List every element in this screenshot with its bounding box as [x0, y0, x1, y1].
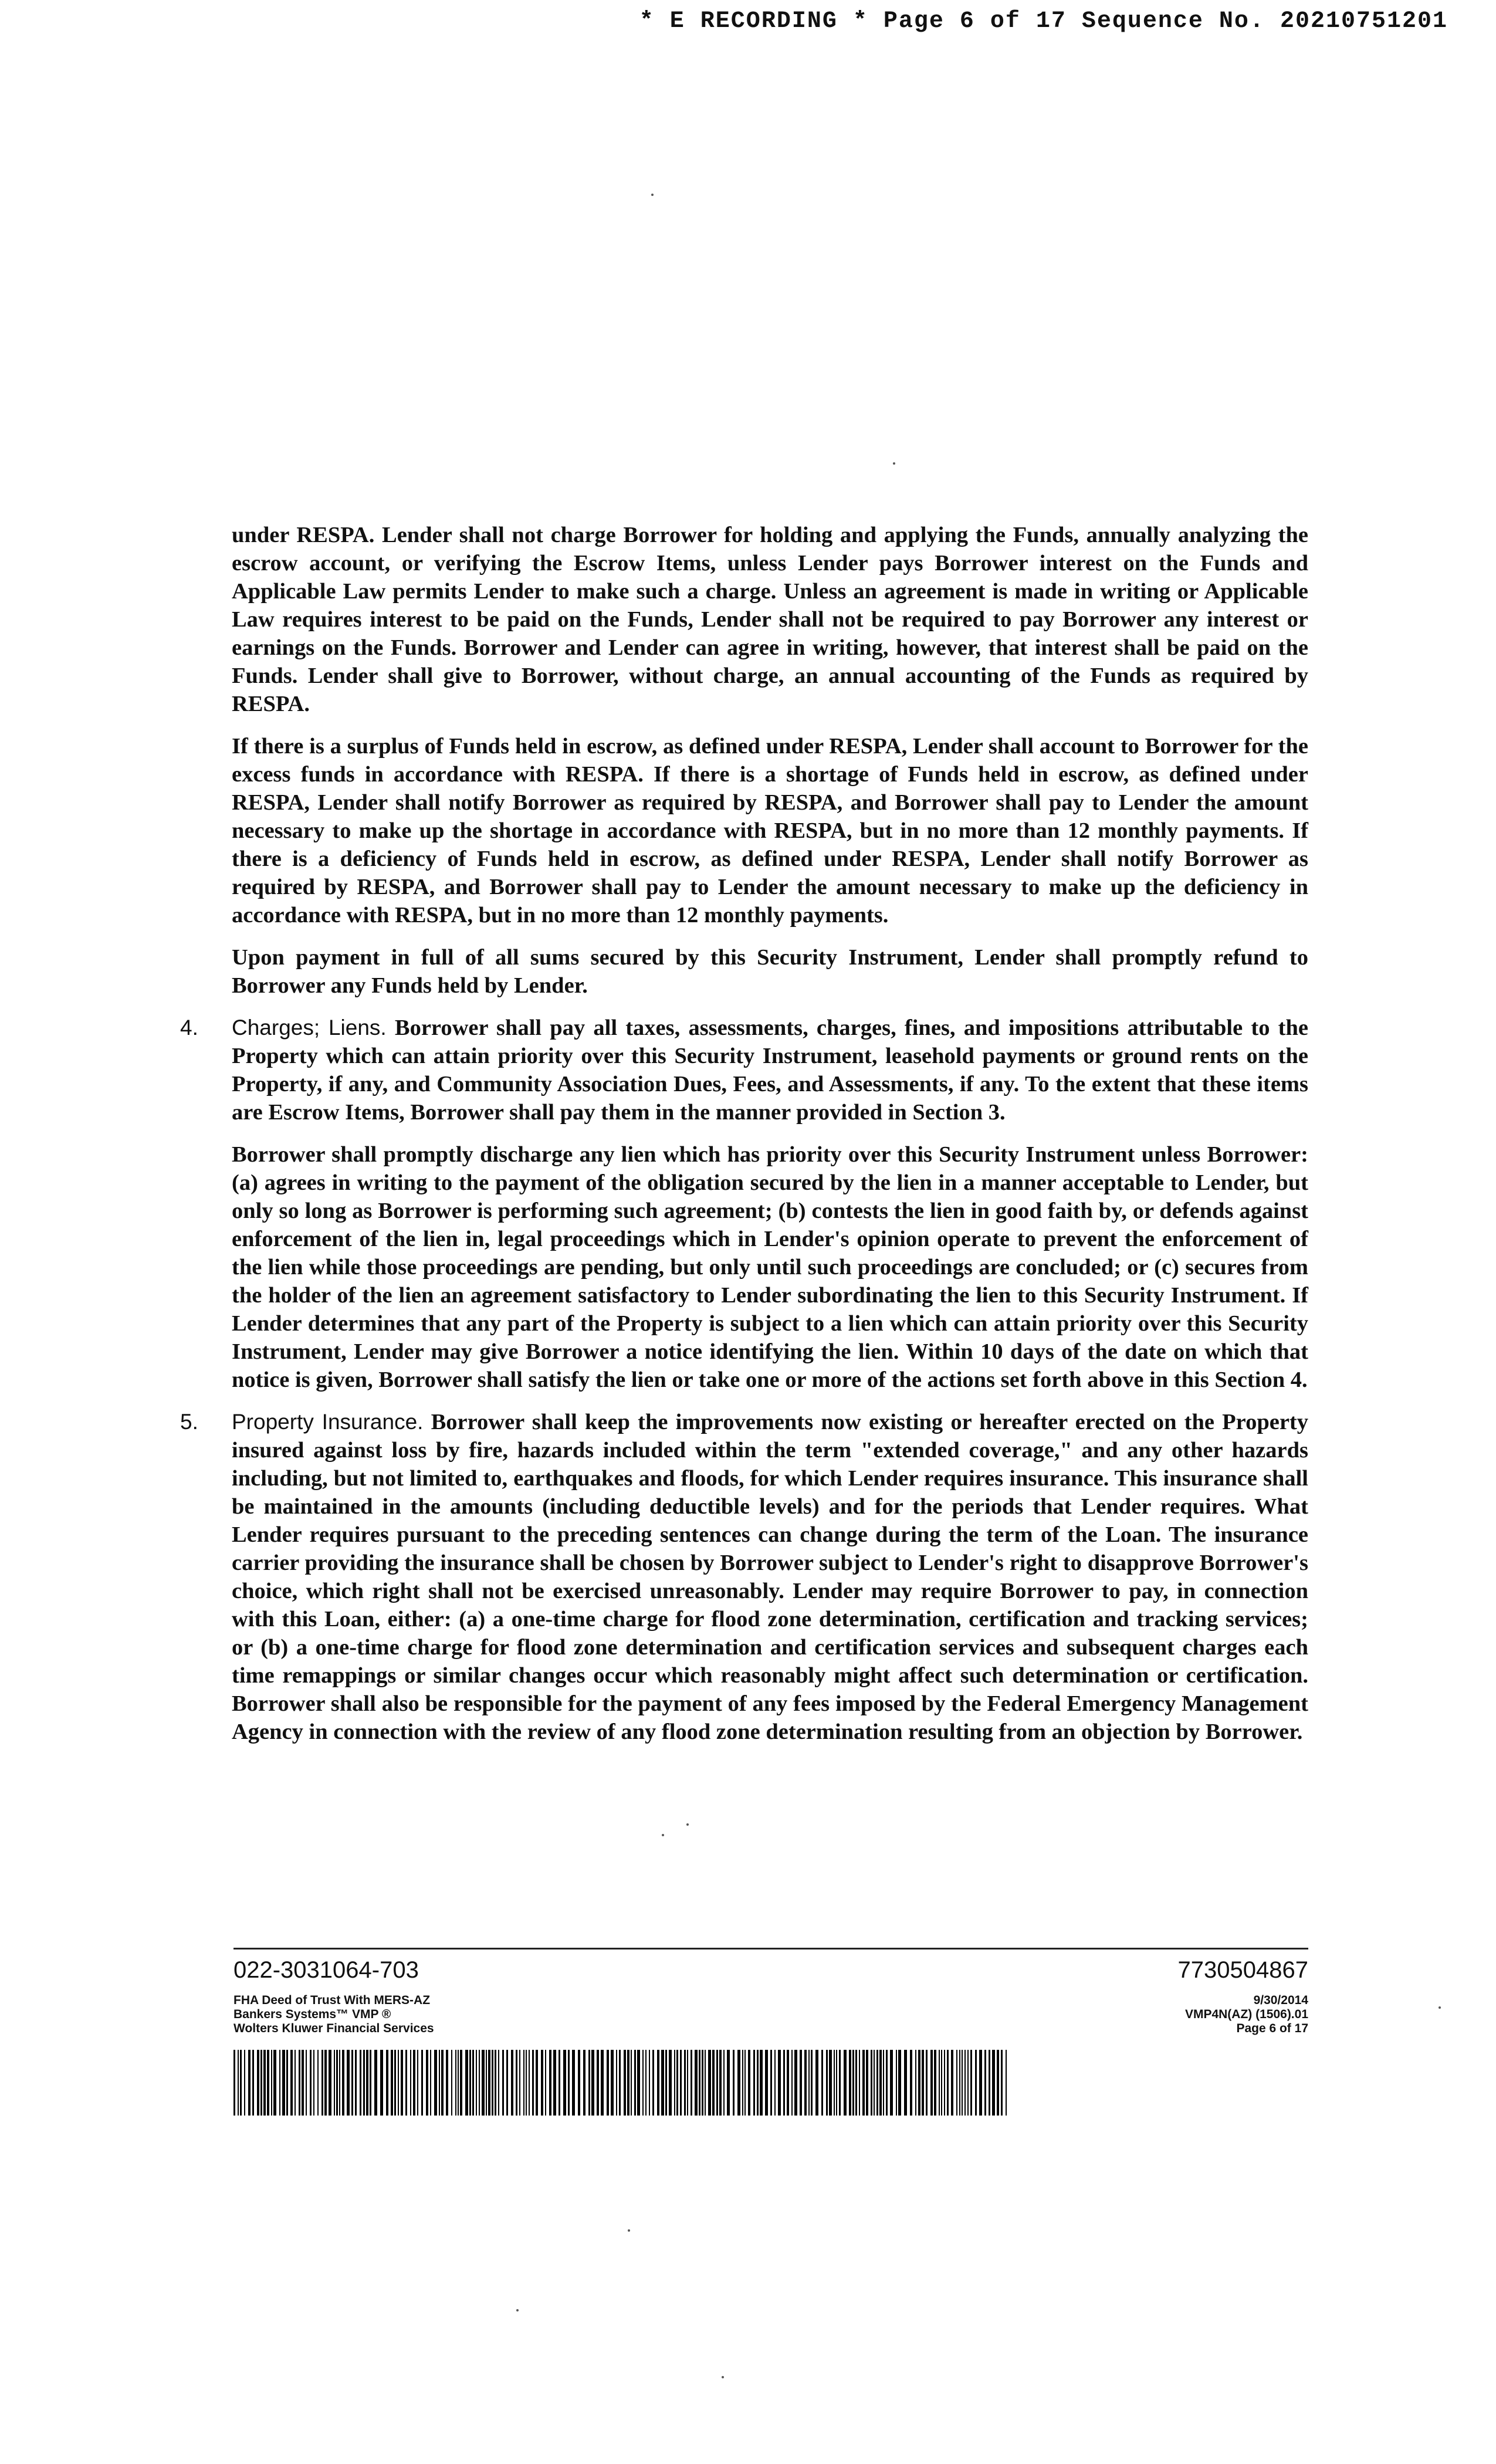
barcode-bar	[765, 2050, 768, 2116]
barcode-bar	[469, 2050, 471, 2116]
barcode-bar	[302, 2050, 304, 2116]
barcode-bar	[947, 2050, 949, 2116]
barcode-bar	[536, 2050, 538, 2116]
barcode-bar	[434, 2050, 437, 2116]
barcode-bar	[886, 2050, 888, 2116]
company-name: Wolters Kluwer Financial Services	[233, 2022, 434, 2035]
barcode-bar	[391, 2050, 393, 2116]
section-number: 4.	[180, 1016, 198, 1040]
barcode-bar	[979, 2050, 982, 2116]
barcode-bar	[826, 2050, 828, 2116]
barcode-bar	[687, 2050, 688, 2116]
barcode-bar	[649, 2050, 650, 2116]
barcode-bar	[967, 2050, 969, 2116]
barcode-bar	[876, 2050, 878, 2116]
barcode-bar	[458, 2050, 459, 2116]
barcode-bar	[290, 2050, 293, 2116]
barcode-bar	[401, 2050, 403, 2116]
publisher-line: Bankers Systems™ VMP ®	[233, 2008, 391, 2021]
barcode-bar	[563, 2050, 566, 2116]
barcode-bar	[874, 2050, 875, 2116]
section-4-paragraph	[232, 1014, 1308, 1126]
barcode-bar	[760, 2050, 763, 2116]
barcode-bar	[984, 2050, 986, 2116]
footer-divider	[233, 1948, 1308, 1949]
barcode-bar	[661, 2050, 664, 2116]
barcode-bar	[708, 2050, 711, 2116]
barcode-bar	[441, 2050, 444, 2116]
barcode-bar	[541, 2050, 543, 2116]
barcode-bar	[482, 2050, 485, 2116]
barcode-bar	[446, 2050, 448, 2116]
scan-speck	[893, 462, 895, 465]
barcode-bar	[859, 2050, 860, 2116]
barcode-bar	[680, 2050, 682, 2116]
barcode-bar	[674, 2050, 675, 2116]
barcode-bar	[748, 2050, 750, 2116]
scan-speck	[628, 2229, 630, 2232]
barcode-bar	[770, 2050, 772, 2116]
document-body	[180, 521, 1308, 1760]
barcode-bar	[821, 2050, 823, 2116]
barcode-bar	[922, 2050, 924, 2116]
barcode-bar	[737, 2050, 740, 2116]
barcode-bar	[849, 2050, 851, 2116]
barcode-bar	[439, 2050, 440, 2116]
barcode-bar	[815, 2050, 818, 2116]
barcode-bar	[306, 2050, 307, 2116]
section-5-paragraph	[232, 1408, 1308, 1746]
body-paragraph: under RESPA. Lender shall not charge Borrower for holding and applying the Funds, annually analyzing the escrow account, or verifying the Escrow Items, unless Lender pays Borrower interest on the Funds and Applicable Law permits Lender to make such a charge. Unless an agreement is made in writing or Applicable Law requires interest to be paid on the Funds, Lender shall not be required to pay Borrower any interest or earnings on the Funds. Borrower and Lender can agree in writing, however, that interest shall be paid on the Funds. Lender shall give to Borrower, without charge, an annual accounting of the Funds as required by RESPA.	[232, 523, 1308, 716]
barcode-bar	[321, 2050, 323, 2116]
barcode-bar	[631, 2050, 632, 2116]
barcode-bar	[642, 2050, 644, 2116]
barcode-bar	[791, 2050, 793, 2116]
barcode-bar	[783, 2050, 785, 2116]
barcode-bar	[742, 2050, 743, 2116]
barcode-bar	[834, 2050, 835, 2116]
section-text: Borrower shall pay all taxes, assessments, charges, fines, and impositions attributable to the Property which can attain priority over this Security Instrument, leasehold payments or ground rents on the Property, if any, and Community Association Dues, Fees, and Assessments, if any. To the extent that these items are Escrow Items, Borrower shall pay them in the manner provided in Section 3.	[232, 1016, 1308, 1125]
barcode-bar	[380, 2050, 383, 2116]
barcode-bar	[529, 2050, 530, 2116]
barcode-bar	[723, 2050, 725, 2116]
barcode-bar	[930, 2050, 933, 2116]
barcode-bar	[244, 2050, 245, 2116]
scan-speck	[516, 2309, 519, 2311]
barcode-bar	[970, 2050, 972, 2116]
barcode-bar	[342, 2050, 344, 2116]
barcode-bar	[549, 2050, 551, 2116]
barcode-bar	[334, 2050, 335, 2116]
barcode-bar	[716, 2050, 718, 2116]
barcode-bar	[386, 2050, 388, 2116]
barcode-bar	[634, 2050, 636, 2116]
barcode-bar	[939, 2050, 940, 2116]
barcode-bar	[676, 2050, 678, 2116]
recording-header: * E RECORDING * Page 6 of 17 Sequence No. 20210751201	[639, 8, 1448, 35]
scan-speck	[686, 1823, 689, 1826]
barcode-bar	[962, 2050, 963, 2116]
barcode-bar	[282, 2050, 285, 2116]
barcode-bar	[712, 2050, 715, 2116]
barcode-bar	[252, 2050, 254, 2116]
barcode-bar	[898, 2050, 901, 2116]
scan-speck	[662, 1834, 664, 1836]
barcode-bar	[804, 2050, 807, 2116]
barcode-bar	[583, 2050, 585, 2116]
barcode-bar	[394, 2050, 396, 2116]
barcode-bar	[890, 2050, 893, 2116]
barcode	[233, 2050, 1014, 2116]
form-code: VMP4N(AZ) (1506).01	[1184, 2008, 1308, 2021]
barcode-bar	[532, 2050, 534, 2116]
barcode-bar	[808, 2050, 810, 2116]
barcode-bar	[727, 2050, 730, 2116]
section-title: Charges; Liens.	[232, 1016, 387, 1040]
barcode-bar	[374, 2050, 377, 2116]
barcode-bar	[366, 2050, 368, 2116]
barcode-bar	[992, 2050, 995, 2116]
barcode-bar	[492, 2050, 493, 2116]
barcode-bar	[336, 2050, 338, 2116]
barcode-bar	[299, 2050, 300, 2116]
barcode-bar	[313, 2050, 314, 2116]
barcode-bar	[705, 2050, 706, 2116]
barcode-bar	[627, 2050, 629, 2116]
barcode-bar	[426, 2050, 428, 2116]
barcode-bar	[702, 2050, 703, 2116]
barcode-bar	[559, 2050, 560, 2116]
barcode-bar	[866, 2050, 868, 2116]
barcode-bar	[553, 2050, 556, 2116]
barcode-bar	[951, 2050, 953, 2116]
barcode-bar	[588, 2050, 590, 2116]
barcode-bar	[295, 2050, 296, 2116]
barcode-bar	[271, 2050, 272, 2116]
barcode-bar	[506, 2050, 508, 2116]
barcode-bar	[844, 2050, 847, 2116]
barcode-bar	[451, 2050, 452, 2116]
case-number: 7730504867	[1177, 1957, 1308, 1983]
barcode-bar	[616, 2050, 617, 2116]
barcode-bar	[719, 2050, 722, 2116]
barcode-bar	[472, 2050, 474, 2116]
barcode-bar	[476, 2050, 477, 2116]
barcode-bar	[926, 2050, 928, 2116]
barcode-bar	[486, 2050, 487, 2116]
barcode-bar	[339, 2050, 340, 2116]
barcode-bar	[488, 2050, 490, 2116]
barcode-bar	[699, 2050, 700, 2116]
barcode-bar	[871, 2050, 872, 2116]
barcode-bar	[855, 2050, 857, 2116]
barcode-bar	[597, 2050, 599, 2116]
body-paragraph: Upon payment in full of all sums secured by this Security Instrument, Lender shall promptly refund to Borrower any Funds held by Lender.	[232, 945, 1308, 998]
barcode-bar	[421, 2050, 423, 2116]
barcode-bar	[351, 2050, 353, 2116]
barcode-bar	[568, 2050, 570, 2116]
barcode-bar	[794, 2050, 797, 2116]
barcode-bar	[455, 2050, 456, 2116]
barcode-bar	[329, 2050, 331, 2116]
barcode-bar	[669, 2050, 672, 2116]
barcode-bar	[523, 2050, 524, 2116]
barcode-bar	[1001, 2050, 1003, 2116]
barcode-bar	[757, 2050, 759, 2116]
barcode-bar	[862, 2050, 865, 2116]
barcode-bar	[944, 2050, 945, 2116]
barcode-bar	[257, 2050, 259, 2116]
section-title: Property Insurance.	[232, 1410, 424, 1434]
barcode-bar	[964, 2050, 966, 2116]
barcode-bar	[879, 2050, 882, 2116]
barcode-bar	[619, 2050, 621, 2116]
barcode-bar	[479, 2050, 480, 2116]
barcode-bar	[238, 2050, 239, 2116]
barcode-bar	[691, 2050, 692, 2116]
body-paragraph: If there is a surplus of Funds held in escrow, as defined under RESPA, Lender shall account to Borrower for the excess funds in accordance with RESPA. If there is a shortage of Funds held in escrow, as defined under RESPA, Lender shall notify Borrower as required by RESPA, and Borrower shall pay to Lender the amount necessary to make up the shortage in accordance with RESPA, but in no more than 12 monthly payments. If there is a deficiency of Funds held in escrow, as defined under RESPA, Lender shall notify Borrower as required by RESPA, and Borrower shall pay to Lender the amount necessary to make up the deficiency in accordance with RESPA, but in no more than 12 monthly payments.	[232, 734, 1308, 928]
section-4-paragraph-2: Borrower shall promptly discharge any lien which has priority over this Security Instrument unless Borrower: (a) agrees in writing to the payment of the obligation secured by the lien in a manner acceptable to Lender, but only so long as Borrower is performing such agreement; (b) contests the lien in good faith by, or defends against enforcement of the lien in, legal proceedings which in Lender's opinion operate to prevent the enforcement of the lien while those proceedings are pending, but only until such proceedings are concluded; or (c) secures from the holder of the lien an agreement satisfactory to Lender subordinating the lien to this Security Instrument. If Lender determines that any part of the Property is subject to a lien which can attain priority over this Security Instrument, Lender may give Borrower a notice identifying the lien. Within 10 days of the date on which that notice is given, Borrower shall satisfy the lien or take one or more of the actions set forth above in this Section 4.	[232, 1142, 1308, 1392]
barcode-bar	[934, 2050, 936, 2116]
scan-speck	[722, 2376, 724, 2378]
barcode-bar	[263, 2050, 266, 2116]
barcode-bar	[572, 2050, 575, 2116]
barcode-bar	[498, 2050, 499, 2116]
barcode-bar	[774, 2050, 776, 2116]
barcode-bar	[398, 2050, 399, 2116]
barcode-bar	[410, 2050, 411, 2116]
barcode-bar	[684, 2050, 686, 2116]
barcode-bar	[959, 2050, 960, 2116]
barcode-bar	[363, 2050, 365, 2116]
barcode-bar	[941, 2050, 942, 2116]
barcode-bar	[413, 2050, 415, 2116]
barcode-bar	[370, 2050, 371, 2116]
barcode-bar	[997, 2050, 999, 2116]
barcode-bar	[852, 2050, 854, 2116]
barcode-bar	[233, 2050, 235, 2116]
barcode-bar	[753, 2050, 755, 2116]
barcode-bar	[317, 2050, 319, 2116]
barcode-bar	[956, 2050, 957, 2116]
barcode-bar	[260, 2050, 262, 2116]
barcode-bar	[896, 2050, 897, 2116]
barcode-bar	[918, 2050, 920, 2116]
barcode-bar	[695, 2050, 698, 2116]
barcode-bar	[657, 2050, 659, 2116]
barcode-bar	[355, 2050, 357, 2116]
barcode-bar	[417, 2050, 418, 2116]
barcode-bar	[591, 2050, 594, 2116]
barcode-bar	[273, 2050, 276, 2116]
barcode-bar	[601, 2050, 604, 2116]
barcode-bar	[267, 2050, 269, 2116]
form-title: FHA Deed of Trust With MERS-AZ	[233, 1993, 431, 2007]
barcode-bar	[347, 2050, 350, 2116]
barcode-bar	[744, 2050, 746, 2116]
barcode-bar	[465, 2050, 468, 2116]
barcode-bar	[240, 2050, 242, 2116]
barcode-bar	[578, 2050, 580, 2116]
scan-speck	[651, 194, 654, 196]
barcode-bar	[360, 2050, 361, 2116]
barcode-bar	[545, 2050, 546, 2116]
section-text: Borrower shall keep the improvements now existing or hereafter erected on the Property insured against loss by fire, hazards included within the term "extended coverage," and any other hazards including, but not limited to, earthquakes and floods, for which Lender requires insurance. This insurance shall be maintained in the amounts (including deductible levels) and for the periods that Lender requires. What Lender requires pursuant to the preceding sentences can change during the term of the Loan. The insurance carrier providing the insurance shall be chosen by Borrower subject to Lender's right to disapprove Borrower's choice, which right shall not be exercised unreasonably. Lender may require Borrower to pay, in connection with this Loan, either: (a) a one-time charge for flood zone determination, certification and tracking services; or (b) a one-time charge for flood zone determination and certification services and subsequent charges each time remappings or similar changes occur which reasonably might affect such determination or certification. Borrower shall also be responsible for the payment of any fees imposed by the Federal Emergency Management Agency in connection with the review of any flood zone determination resulting from an objection by Borrower.	[232, 1410, 1308, 1744]
barcode-bar	[1006, 2050, 1007, 2116]
barcode-bar	[430, 2050, 431, 2116]
barcode-bar	[904, 2050, 907, 2116]
barcode-bar	[324, 2050, 327, 2116]
barcode-bar	[286, 2050, 288, 2116]
barcode-bar	[611, 2050, 614, 2116]
barcode-bar	[460, 2050, 462, 2116]
scan-speck	[1439, 2006, 1441, 2009]
barcode-bar	[883, 2050, 884, 2116]
barcode-bar	[279, 2050, 280, 2116]
form-date: 9/30/2014	[1253, 1993, 1308, 2007]
barcode-bar	[637, 2050, 640, 2116]
barcode-bar	[836, 2050, 837, 2116]
section-4	[180, 1014, 1308, 1394]
barcode-bar	[519, 2050, 520, 2116]
barcode-bar	[405, 2050, 407, 2116]
barcode-bar	[645, 2050, 647, 2116]
barcode-bar	[310, 2050, 312, 2116]
section-5	[180, 1408, 1308, 1746]
barcode-bar	[248, 2050, 251, 2116]
barcode-bar	[502, 2050, 504, 2116]
section-number: 5.	[180, 1410, 198, 1434]
barcode-bar	[910, 2050, 912, 2116]
loan-number: 022-3031064-703	[233, 1957, 419, 1983]
form-info	[233, 1993, 434, 2036]
form-meta	[1185, 1993, 1308, 2036]
page-number: Page 6 of 17	[1236, 2022, 1308, 2035]
barcode-bar	[975, 2050, 977, 2116]
barcode-bar	[800, 2050, 802, 2116]
barcode-bar	[516, 2050, 517, 2116]
barcode-bar	[989, 2050, 990, 2116]
barcode-bar	[778, 2050, 781, 2116]
barcode-bar	[526, 2050, 527, 2116]
barcode-bar	[511, 2050, 513, 2116]
barcode-bar	[652, 2050, 654, 2116]
barcode-bar	[811, 2050, 813, 2116]
barcode-bar	[829, 2050, 832, 2116]
barcode-bar	[495, 2050, 496, 2116]
barcode-bar	[787, 2050, 789, 2116]
barcode-bar	[839, 2050, 841, 2116]
barcode-bar	[733, 2050, 735, 2116]
barcode-bar	[624, 2050, 626, 2116]
barcode-bar	[915, 2050, 916, 2116]
barcode-bar	[607, 2050, 609, 2116]
barcode-bar	[665, 2050, 667, 2116]
